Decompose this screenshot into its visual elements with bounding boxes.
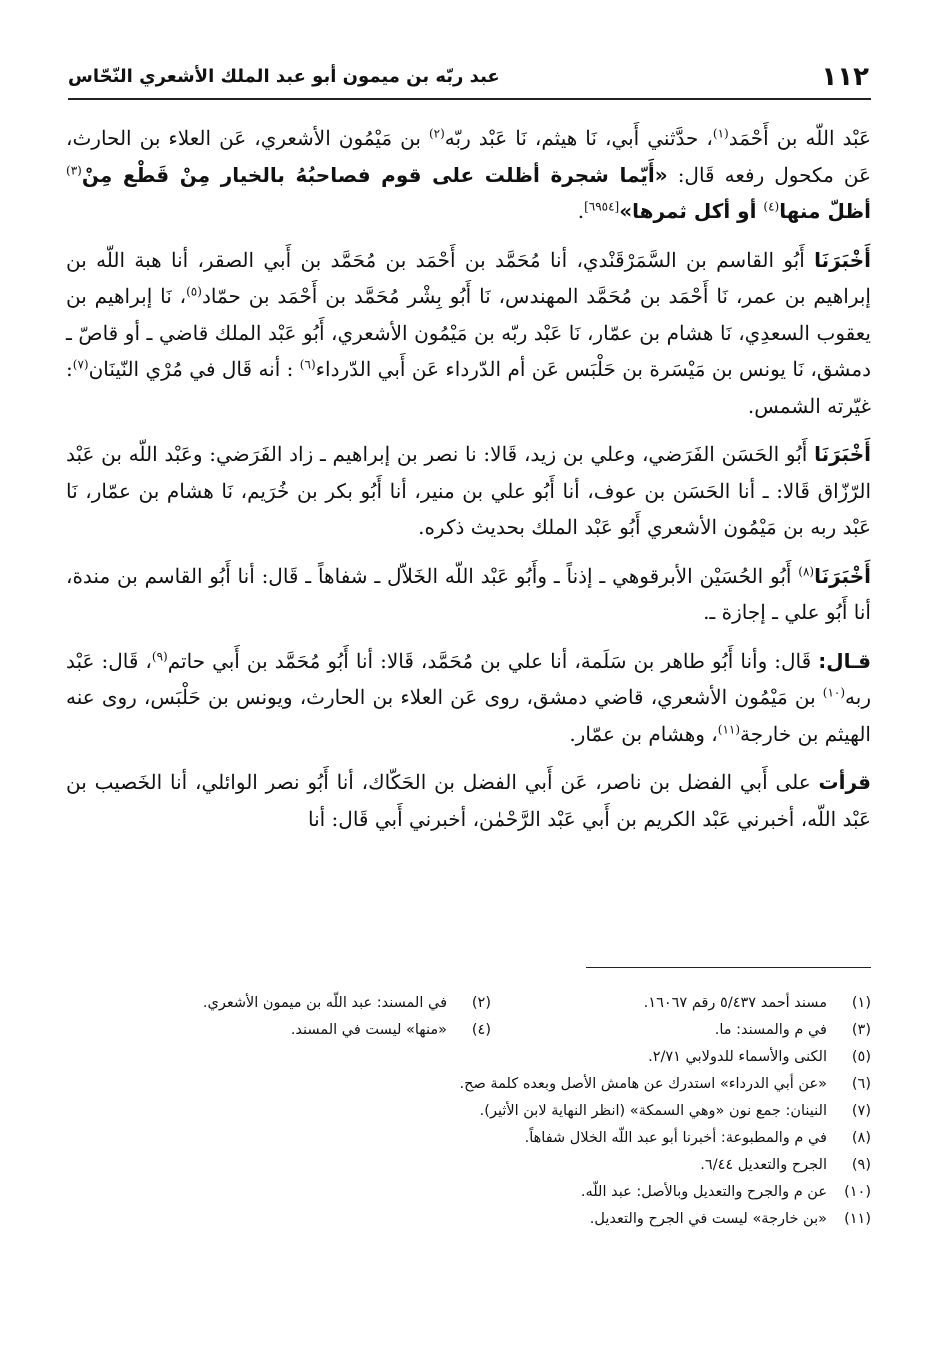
text-run: ، حدَّثني أَبي، نَا هيثم، نَا عَبْد ربّه <box>444 126 713 150</box>
footnote-8 <box>90 1125 871 1152</box>
paragraph-1 <box>66 120 871 230</box>
footnote-ref[interactable]: (٩) <box>151 648 168 663</box>
footnote-text: «بن خارجة» ليست في الجرح والتعديل. <box>589 1211 827 1227</box>
footnote-number: (٦) <box>851 1076 871 1092</box>
text-run: قَال: وأنا أَبُو طاهر بن سَلَمة، أنا علي بن مُحَمَّد، قَالا: أنا أَبُو مُحَمَّد بن أَبي حاتم <box>167 648 819 673</box>
footnote-3 <box>491 1017 871 1044</box>
text-run: بن مَيْمُون الأشعري، قاضي دمشق، روى عَن العلاء بن الحارث، ويونس بن حَلْبَس، روى عنه الهيثم بن خارجة <box>66 685 871 746</box>
hadith-text: أو أكل ثمرها» <box>619 199 764 223</box>
header-rule <box>68 98 871 100</box>
paragraph-3 <box>66 436 871 546</box>
footnote-10 <box>90 1179 871 1206</box>
paragraph-lead: قرأت <box>818 770 871 794</box>
footnote-7 <box>90 1098 871 1125</box>
footnote-ref[interactable]: (٤) <box>763 199 780 214</box>
text-run: أَبُو الحُسَيْن الأبرقوهي ـ إذناً ـ وأَبُو عَبْد اللّه الخَلاّل ـ شفاهاً ـ قَال: أنا أَبُو القاسم بن مندة، أنا أَبُو علي ـ إجازة ـ. <box>66 563 871 624</box>
paragraph-4 <box>66 558 871 631</box>
footnote-number: (٨) <box>851 1130 871 1146</box>
footnote-ref[interactable]: (١٠) <box>822 685 846 700</box>
text-run: : أنه قَال في مُرْي النّينَان <box>88 357 300 381</box>
text-run: ، نَا إبراهيم بن يعقوب السعدِي، نَا هشام بن عمّار، نَا عَبْد ربّه بن مَيْمُون الأشعري، أَبُو عَبْد الملك قاضي ـ أو قاصّ ـ دمشق، نَا يونس بن مَيْسَرة بن حَلْبَس عَن أم الدّرداء عَن أَبي الدّرداء <box>66 284 871 381</box>
footnote-text: مسند أحمد ٥/٤٣٧ رقم ١٦٠٦٧. <box>643 995 827 1011</box>
text-run: : غيّرته الشمس. <box>66 357 871 418</box>
hadith-text: أظلّ منها <box>779 199 871 223</box>
footnote-9 <box>90 1152 871 1179</box>
footnote-11 <box>90 1206 871 1233</box>
footnote-text: الجرح والتعديل ٦/٤٤. <box>700 1157 827 1173</box>
text-run: عَبْد اللّه بن أَحْمَد <box>728 126 871 150</box>
text-run: ، وهشام بن عمّار. <box>569 721 718 746</box>
text-run: أَبُو الحَسَن الفَرَضي، وعلي بن زيد، قَالا: نا نصر بن إبراهيم ـ زاد الفَرَضي: وعَبْد اللّه بن عَبْد الرّزّاق قَالا: ـ أنا الحَسَن بن عوف، أنا أَبُو علي بن منير، أنا أَبُو بكر بن خُرَيم، نَا هشام بن عمّار، نَا عَبْد ربه بن مَيْمُون الأشعري أَبُو عَبْد الملك بحديث ذكره. <box>66 442 871 539</box>
footnote-number: (٤) <box>471 1022 491 1038</box>
hadith-text: «أَيّما شجرة أظلت على قوم فصاحبُهُ بالخيار مِنْ قَطْع مِنْ <box>81 162 668 187</box>
main-text <box>66 120 871 837</box>
footnote-ref[interactable]: (٢) <box>428 126 445 141</box>
paragraph-lead: أَخْبَرَنَا <box>814 563 871 588</box>
footnote-text: في م والمسند: ما. <box>714 1022 827 1038</box>
footnote-separator <box>586 967 871 968</box>
footnote-ref[interactable]: (٧) <box>72 357 89 372</box>
footnote-ref[interactable]: (٥) <box>186 284 202 299</box>
footnote-number: (٧) <box>851 1103 871 1119</box>
text-run: بن مَيْمُون الأشعري، عَن العلاء بن الحارث، عَن مكحول رفعه قَال: <box>66 126 871 187</box>
footnote-text: النينان: جمع نون «وهي السمكة» (انظر النهاية لابن الأثير). <box>479 1103 827 1119</box>
footnote-2 <box>111 990 491 1017</box>
text-run: أَبُو القاسم بن السَّمَرْقَنْدي، أنا مُحَمَّد بن أَحْمَد بن مُحَمَّد بن أَبي الصقر، أنا هبة اللّه بن إبراهيم بن عمر، نَا أَحْمَد بن مُحَمَّد المهندس، نَا أَبُو بِشْر مُحَمَّد بن أَحْمَد بن حمّاد <box>66 247 871 308</box>
footnote-5 <box>90 1044 871 1071</box>
text-run: ، قَال: عَبْد ربه <box>66 648 871 709</box>
footnote-6 <box>90 1071 871 1098</box>
footnote-line <box>90 990 871 1017</box>
footnote-number: (٢) <box>471 995 491 1011</box>
footnote-text: عن م والجرح والتعديل وبالأصل: عبد اللّه. <box>580 1184 827 1200</box>
footnote-number: (٩) <box>851 1157 871 1173</box>
footnote-1 <box>491 990 871 1017</box>
footnote-text: في المسند: عبد اللّه بن ميمون الأشعري. <box>202 995 447 1011</box>
text-run: . <box>577 199 585 223</box>
paragraph-6 <box>66 764 871 837</box>
footnote-4 <box>111 1017 491 1044</box>
footnote-text: الكنى والأسماء للدولابي ٢/٧١. <box>648 1049 827 1065</box>
footnote-number: (١٠) <box>844 1184 871 1200</box>
paragraph-lead: قـال: <box>818 648 872 673</box>
footnote-text: «منها» ليست في المسند. <box>290 1022 447 1038</box>
footnote-ref[interactable]: (١) <box>712 126 729 141</box>
footnote-number: (٣) <box>851 1022 871 1038</box>
page-number: ١١٢ <box>821 62 869 92</box>
footnote-line <box>90 1017 871 1044</box>
footnote-number: (١) <box>851 995 871 1011</box>
footnote-number: (١١) <box>844 1211 871 1227</box>
running-title: عبد ربّه بن ميمون أبو عبد الملك الأشعري النّحّاس <box>68 66 500 87</box>
footnote-text: في م والمطبوعة: أخبرنا أبو عبد اللّه الخلال شفاهاً. <box>524 1130 827 1146</box>
paragraph-2 <box>66 242 871 425</box>
footnote-ref[interactable]: (٣) <box>66 162 82 177</box>
paragraph-lead: أَخْبَرَنَا <box>814 442 871 466</box>
paragraph-5 <box>66 643 871 753</box>
footnote-text: «عن أبي الدرداء» استدرك عن هامش الأصل وبعده كلمة صح. <box>459 1076 827 1092</box>
footnote-ref[interactable]: (١١) <box>717 721 741 736</box>
footnote-ref[interactable]: (٨) <box>798 563 815 578</box>
footnotes <box>90 990 871 1233</box>
paragraph-lead: أَخْبَرَنَا <box>814 247 871 272</box>
footnote-ref[interactable]: (٦) <box>299 357 316 372</box>
page-header <box>68 60 871 100</box>
text-run: على أَبي الفضل بن ناصر، عَن أَبي الفضل بن الحَكّاك، أنا أَبُو نصر الوائلي، أنا الخَصيب بن عَبْد اللّه، أخبرني عَبْد الكريم بن أَبي عَبْد الرَّحْمٰن، أخبرني أَبي قَال: أنا <box>66 770 871 831</box>
hadith-number: [٦٩٥٤] <box>584 199 620 214</box>
footnote-number: (٥) <box>851 1049 871 1065</box>
